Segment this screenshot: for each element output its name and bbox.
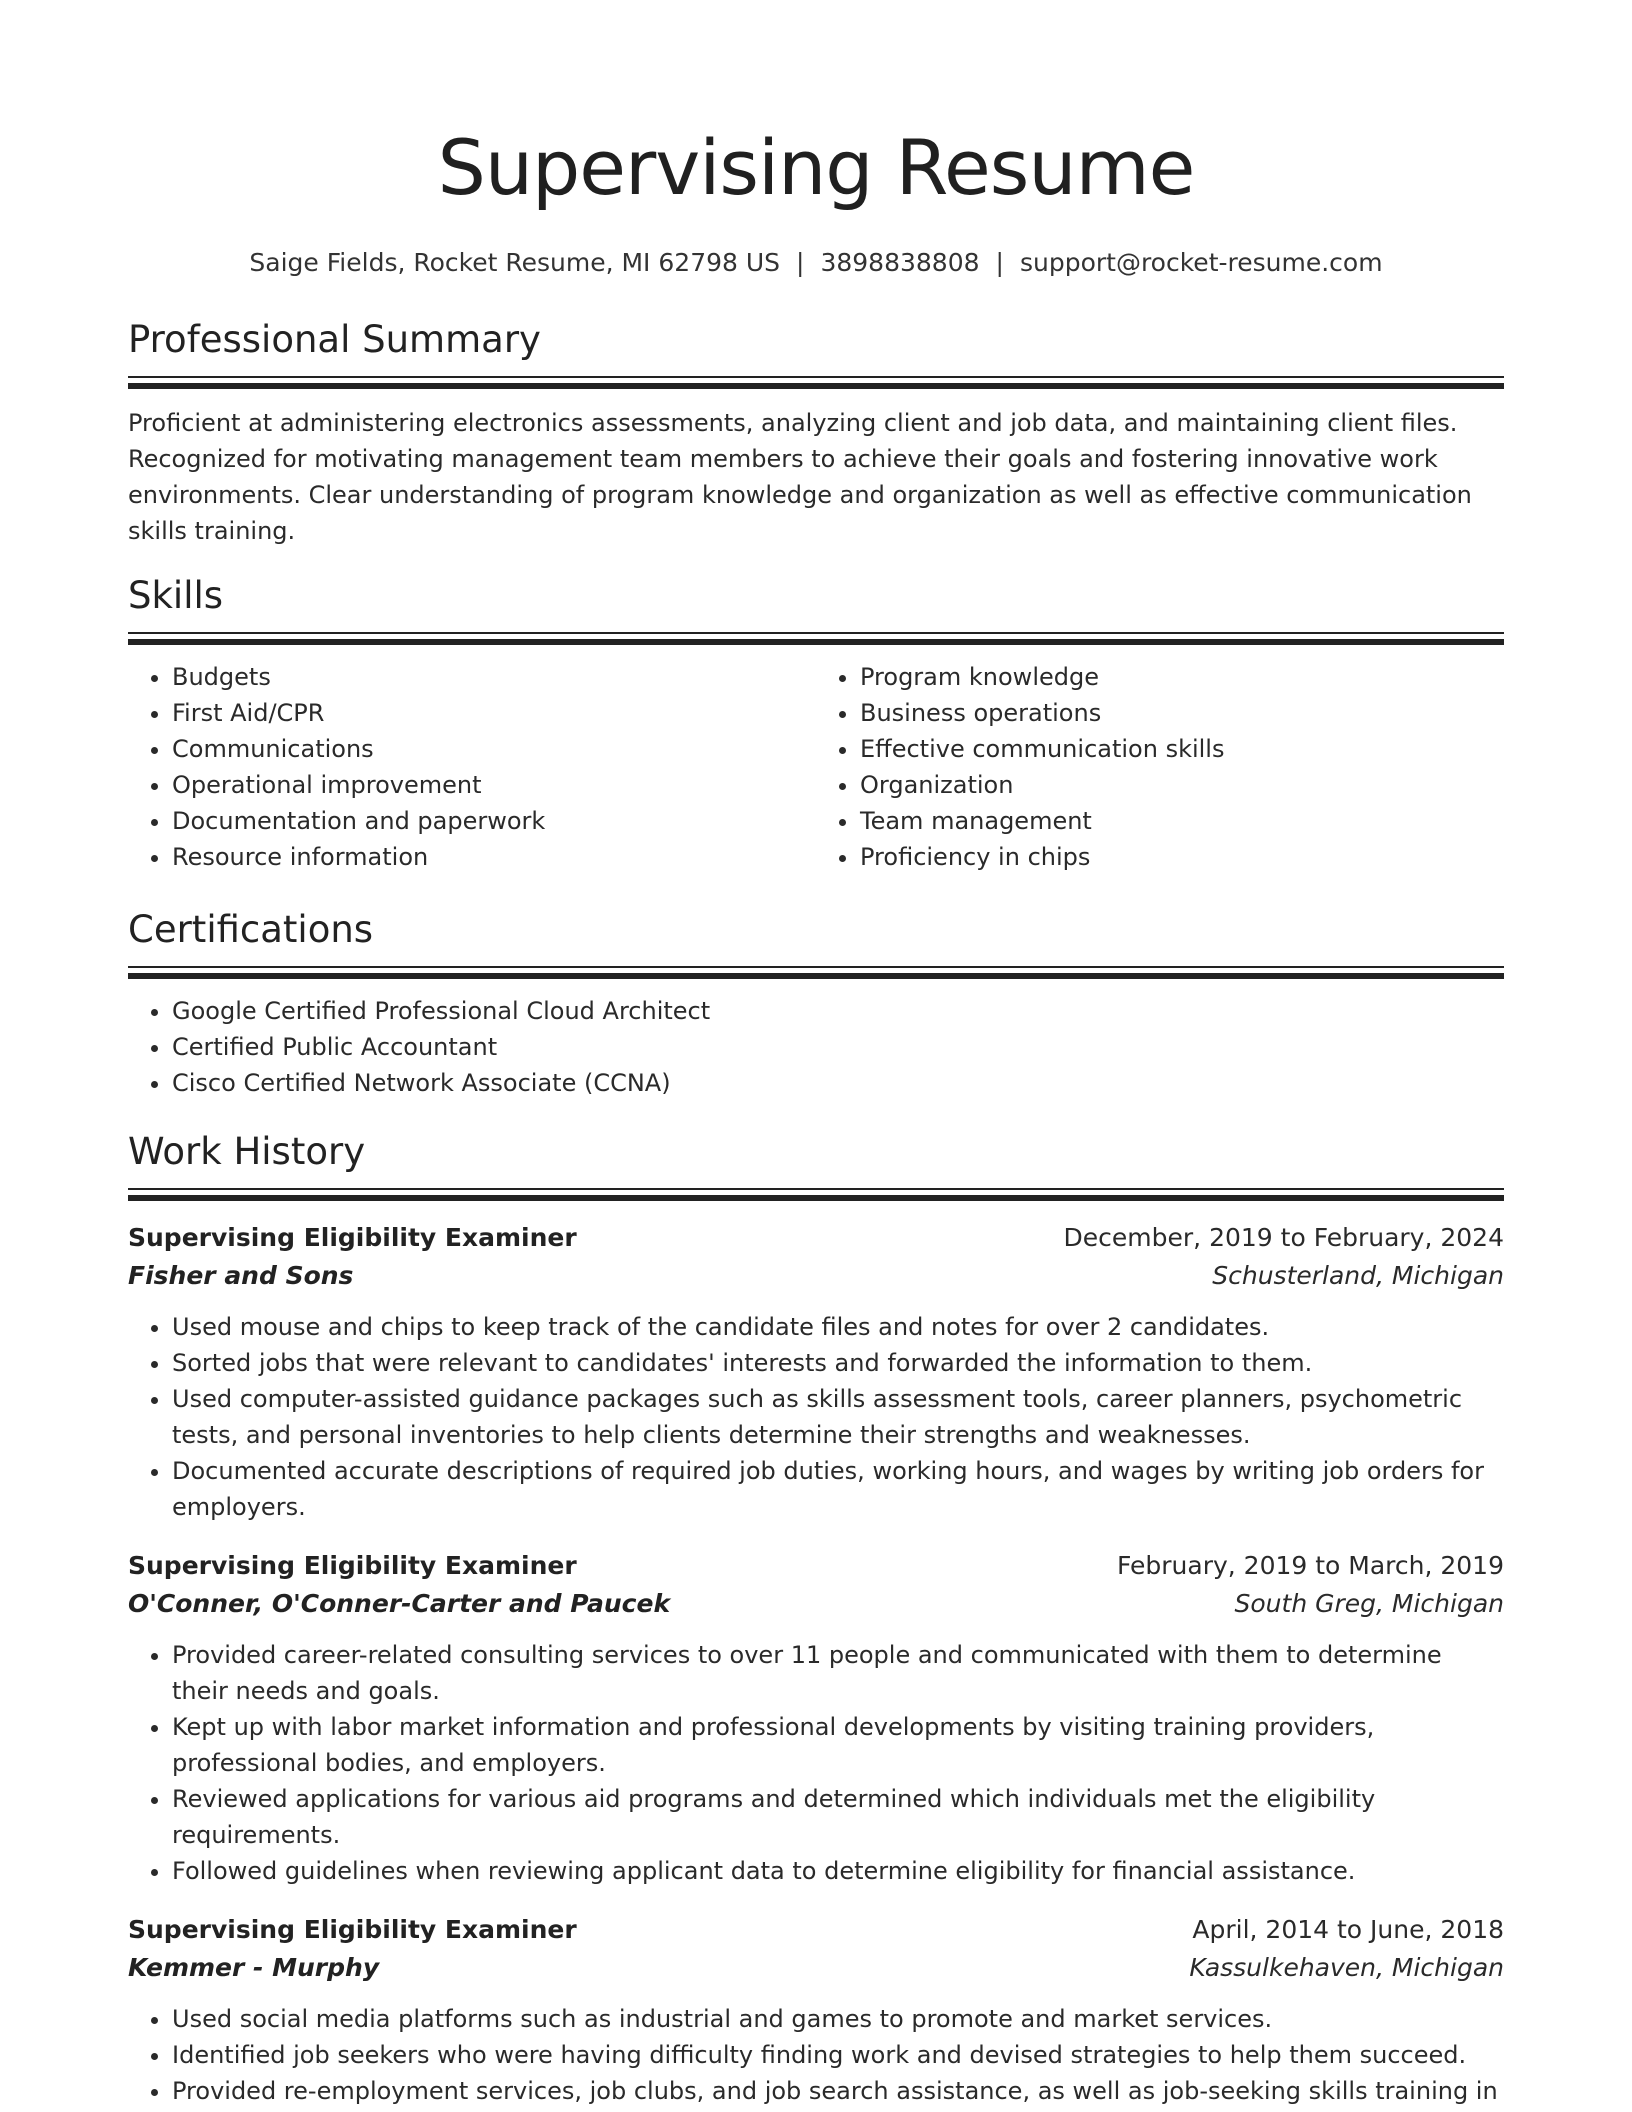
skill-item: • Effective communication skills xyxy=(860,731,1504,767)
job-duty: • Provided career-related consulting services to over 11 people and communicated with them to determine their needs and goals. xyxy=(172,1637,1504,1709)
skill-item: • Proficiency in chips xyxy=(860,839,1504,875)
skills-list-right xyxy=(816,659,1504,875)
job-company: Fisher and Sons xyxy=(128,1261,354,1290)
job-dates: December, 2019 to February, 2024 xyxy=(1063,1223,1504,1252)
job-entry xyxy=(128,1911,1504,2109)
job-location: South Greg, Michigan xyxy=(1234,1589,1504,1618)
resume-title: Supervising Resume xyxy=(437,123,1195,212)
job-duty: • Sorted jobs that were relevant to candidates' interests and forwarded the information to them. xyxy=(172,1345,1504,1381)
job-duty: • Followed guidelines when reviewing applicant data to determine eligibility for financial assistance. xyxy=(172,1853,1504,1889)
skills-list-left xyxy=(128,659,816,875)
skill-item: • Team management xyxy=(860,803,1504,839)
job-company: Kemmer - Murphy xyxy=(128,1953,380,1982)
section-divider xyxy=(128,966,1504,979)
section-heading-skills: Skills xyxy=(128,574,224,617)
job-company: O'Conner, O'Conner-Carter and Paucek xyxy=(128,1589,671,1618)
skill-item: • Resource information xyxy=(172,839,816,875)
job-duties-list xyxy=(128,1637,1504,1889)
contact-email[interactable]: support@rocket-resume.com xyxy=(1019,248,1383,277)
contact-phone: 3898838808 xyxy=(820,248,980,277)
job-title: Supervising Eligibility Examiner xyxy=(128,1551,577,1580)
section-heading-summary: Professional Summary xyxy=(128,318,541,361)
summary-section xyxy=(128,316,1504,549)
skill-item: • Budgets xyxy=(172,659,816,695)
skill-item: • Business operations xyxy=(860,695,1504,731)
certifications-section xyxy=(128,906,1504,1101)
contact-line xyxy=(128,246,1504,280)
certification-item: • Cisco Certified Network Associate (CCNA) xyxy=(172,1065,1504,1101)
job-header-row xyxy=(128,1911,1504,1949)
job-company-row xyxy=(128,1585,1504,1623)
job-duty: • Reviewed applications for various aid programs and determined which individuals met the eligibility requirements. xyxy=(172,1781,1504,1853)
job-title: Supervising Eligibility Examiner xyxy=(128,1915,577,1944)
summary-text: Proficient at administering electronics assessments, analyzing client and job data, and maintaining client files. Recognized for motivating management team members to achieve their goals and fostering innovative work environments. Clear understanding of program knowledge and organization as well as effective communication skills training. xyxy=(128,409,1472,545)
job-duty: • Identified job seekers who were having difficulty finding work and devised strategies to help them succeed. xyxy=(172,2037,1504,2073)
job-header-row xyxy=(128,1219,1504,1257)
section-heading-certifications: Certifications xyxy=(128,908,374,951)
job-duty: • Provided re-employment services, job clubs, and job search assistance, as well as job-seeking skills training in xyxy=(172,2073,1504,2109)
job-title: Supervising Eligibility Examiner xyxy=(128,1223,577,1252)
work-history-section xyxy=(128,1128,1504,2109)
resume-page xyxy=(128,0,1504,2105)
job-duty: • Documented accurate descriptions of required job duties, working hours, and wages by writing job orders for employers. xyxy=(172,1453,1504,1525)
job-duties-list xyxy=(128,2001,1504,2109)
section-heading-work-history: Work History xyxy=(128,1130,366,1173)
job-company-row xyxy=(128,1257,1504,1295)
skill-item: • Program knowledge xyxy=(860,659,1504,695)
job-duty: • Used computer-assisted guidance packages such as skills assessment tools, career planners, psychometric tests, and personal inventories to help clients determine their strengths and weaknesses. xyxy=(172,1381,1504,1453)
skills-section xyxy=(128,572,1504,875)
certifications-list xyxy=(128,993,1504,1101)
job-location: Kassulkehaven, Michigan xyxy=(1189,1953,1504,1982)
job-duty: • Kept up with labor market information and professional developments by visiting training providers, professional bodies, and employers. xyxy=(172,1709,1504,1781)
section-divider xyxy=(128,1188,1504,1201)
skill-item: • Documentation and paperwork xyxy=(172,803,816,839)
job-entry xyxy=(128,1547,1504,1889)
section-divider xyxy=(128,632,1504,645)
job-entry xyxy=(128,1219,1504,1525)
skill-item: • First Aid/CPR xyxy=(172,695,816,731)
job-duties-list xyxy=(128,1309,1504,1525)
job-duty: • Used social media platforms such as industrial and games to promote and market services. xyxy=(172,2001,1504,2037)
job-company-row xyxy=(128,1949,1504,1987)
job-duty: • Used mouse and chips to keep track of the candidate files and notes for over 2 candidates. xyxy=(172,1309,1504,1345)
job-dates: April, 2014 to June, 2018 xyxy=(1192,1915,1504,1944)
certification-item: • Google Certified Professional Cloud Architect xyxy=(172,993,1504,1029)
certification-item: • Certified Public Accountant xyxy=(172,1029,1504,1065)
contact-separator: | xyxy=(796,248,805,277)
skill-item: • Operational improvement xyxy=(172,767,816,803)
skill-item: • Communications xyxy=(172,731,816,767)
skills-columns xyxy=(128,659,1504,875)
job-header-row xyxy=(128,1547,1504,1585)
job-dates: February, 2019 to March, 2019 xyxy=(1116,1551,1504,1580)
skill-item: • Organization xyxy=(860,767,1504,803)
job-location: Schusterland, Michigan xyxy=(1212,1261,1504,1290)
section-divider xyxy=(128,376,1504,389)
contact-separator: | xyxy=(995,248,1004,277)
contact-address: Saige Fields, Rocket Resume, MI 62798 US xyxy=(249,248,781,277)
